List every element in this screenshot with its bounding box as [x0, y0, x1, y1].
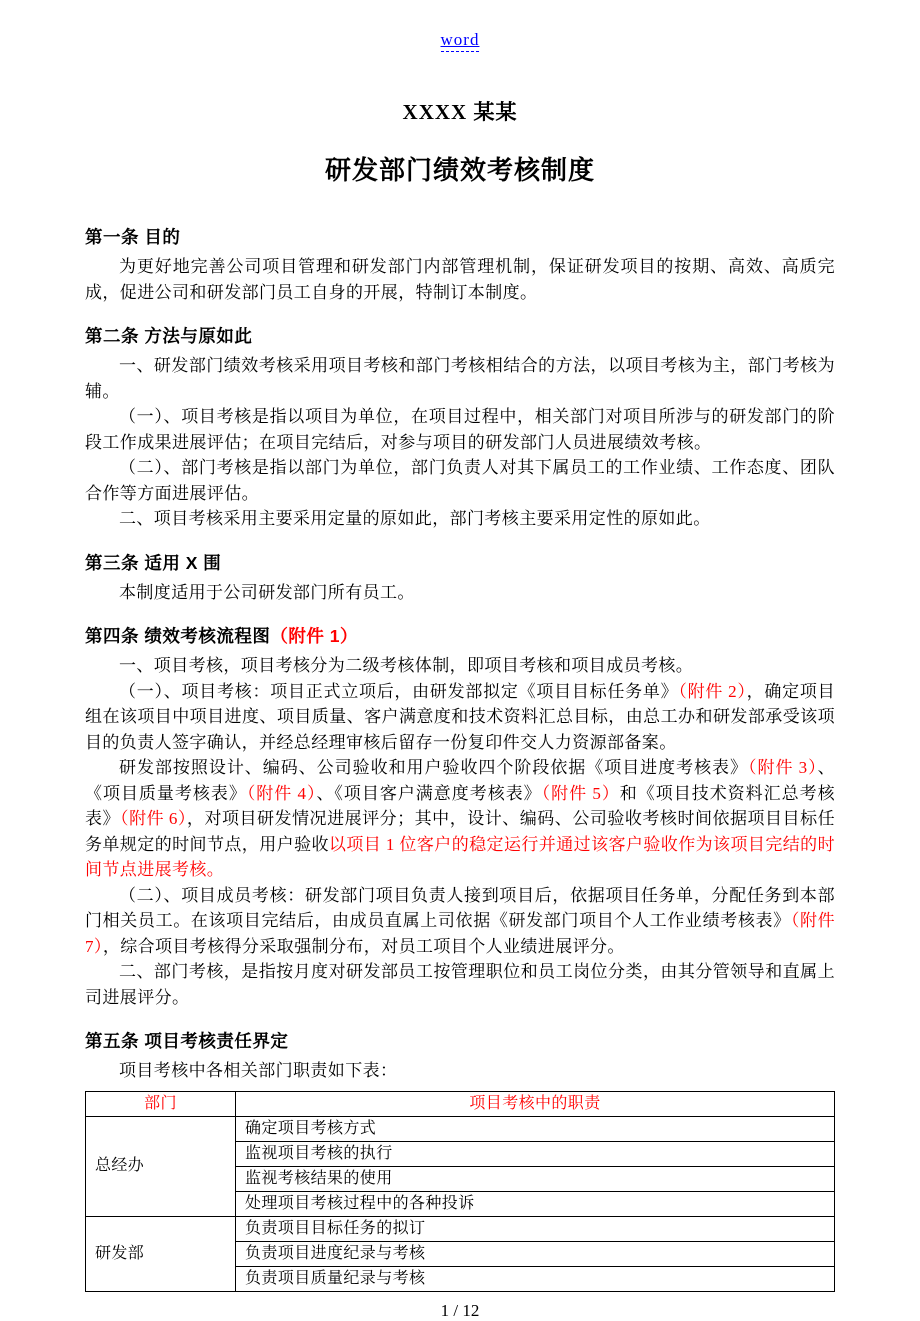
red-text-run: （附件 3） [748, 758, 818, 777]
red-text-run: （附件 6） [120, 809, 187, 828]
duty-cell: 确定项目考核方式 [236, 1116, 835, 1141]
document-body [85, 225, 835, 1292]
paragraph [85, 254, 835, 305]
text-run: （一）、项目考核是指以项目为单位，在项目过程中，相关部门对项目所涉与的研发部门的阶段工作成果进展评估；在项目完结后，对参与项目的研发部门人员进展绩效考核。 [85, 407, 835, 452]
text-run: 第五条 项目考核责任界定 [85, 1031, 289, 1051]
duty-cell: 负责项目质量纪录与考核 [236, 1266, 835, 1291]
section-heading [85, 624, 835, 648]
text-run: ，对项目研发情况进展评分；其中，设计、编码、公司验收考核时间依据项目目标任务单规定的时间节点，用户验收 [85, 809, 835, 854]
duty-cell: 监视考核结果的使用 [236, 1166, 835, 1191]
text-run: 第一条 目的 [85, 227, 181, 247]
doc-title-line2: 研发部门绩效考核制度 [324, 156, 595, 185]
duties-table-head [86, 1091, 835, 1116]
text-run: 二、项目考核采用主要采用定量的原如此，部门考核主要采用定性的原如此。 [119, 509, 711, 528]
red-text-run: （附件 7） [85, 911, 836, 956]
paragraph [85, 653, 835, 679]
dept-cell: 总经办 [86, 1116, 236, 1216]
document-section [85, 551, 835, 606]
text-run: 一、研发部门绩效考核采用项目考核和部门考核相结合的方法，以项目考核为主，部门考核为辅。 [85, 356, 835, 401]
document-section [85, 324, 835, 532]
paragraph [85, 883, 835, 960]
red-text-run: （附件 4） [246, 783, 317, 803]
text-run: 项目考核中各相关部门职责如下表： [119, 1061, 398, 1080]
paragraph [85, 353, 835, 404]
word-link[interactable]: word [441, 30, 480, 52]
paragraph [85, 959, 835, 1010]
duties-table [85, 1091, 835, 1292]
table-header-row [86, 1091, 835, 1116]
paragraph [85, 455, 835, 506]
text-run: ，确定项目组在该项目中项目进度、项目质量、客户满意度和技术资料汇总目标，由总工办和研发部承受该项目的负责人签字确认，并经总经理审核后留存一份复印件交人力资源部备案。 [85, 681, 835, 752]
red-text-run: （附件 1） [270, 626, 358, 646]
doc-title-line1: XXXX 某某 [402, 100, 518, 124]
duty-cell: 处理项目考核过程中的各种投诉 [236, 1191, 835, 1216]
duty-cell: 监视项目考核的执行 [236, 1141, 835, 1166]
text-run: 第二条 方法与原如此 [85, 326, 253, 346]
paragraph [85, 755, 835, 883]
document-header [85, 30, 835, 52]
document-section [85, 1029, 835, 1292]
text-run: 、《项目质量考核表》 [85, 758, 836, 803]
red-text-run: （附件 2） [678, 681, 747, 701]
text-run: 第三条 适用 X 围 [85, 552, 222, 573]
text-run: 和《项目技术资料汇总考核表》 [85, 783, 835, 828]
duty-cell: 负责项目目标任务的拟订 [236, 1216, 835, 1241]
paragraph [85, 506, 835, 532]
text-run: ，综合项目考核得分采取强制分布，对员工项目个人业绩进展评分。 [102, 936, 625, 956]
red-text-run: 以项目 1 位客户的稳定运行并通过该客户验收作为该项目完结的时间节点进展考核。 [85, 834, 835, 879]
text-run: 本制度适用于公司研发部门所有员工。 [119, 582, 415, 602]
duty-cell: 负责项目进度纪录与考核 [236, 1241, 835, 1266]
text-run: （二）、部门考核是指以部门为单位，部门负责人对其下属员工的工作业绩、工作态度、团队合作等方面进展评估。 [85, 458, 835, 503]
document-section [85, 624, 835, 1010]
table-row [86, 1116, 835, 1141]
text-run: （一）、项目考核：项目正式立项后，由研发部拟定《项目目标任务单》 [119, 681, 679, 701]
section-heading [85, 324, 835, 348]
text-run: 、《项目客户满意度考核表》 [316, 783, 542, 803]
paragraph [85, 679, 835, 756]
section-heading [85, 1029, 835, 1053]
section-heading [85, 551, 835, 575]
page-number: 1 / 12 [440, 1300, 480, 1320]
text-run: 为更好地完善公司项目管理和研发部门内部管理机制，保证研发项目的按期、高效、高质完成，促进公司和研发部门员工自身的开展，特制订本制度。 [85, 257, 835, 302]
dept-cell: 研发部 [86, 1216, 236, 1291]
section-heading [85, 225, 835, 249]
document-section [85, 225, 835, 305]
paragraph [85, 404, 835, 455]
text-run: 二、部门考核，是指按月度对研发部员工按管理职位和员工岗位分类，由其分管领导和直属上司进展评分。 [85, 962, 835, 1007]
text-run: 第四条 绩效考核流程图 [85, 626, 271, 646]
text-run: 研发部按照设计、编码、公司验收和用户验收四个阶段依据《项目进度考核表》 [119, 758, 749, 777]
table-header-cell: 项目考核中的职责 [236, 1091, 835, 1116]
paragraph [85, 580, 835, 606]
table-header-cell: 部门 [86, 1091, 236, 1116]
paragraph [85, 1058, 835, 1084]
text-run: （二）、项目成员考核：研发部门项目负责人接到项目后，依据项目任务单，分配任务到本部门相关员工。在该项目完结后，由成员直属上司依据《研发部门项目个人工作业绩考核表》 [85, 885, 835, 930]
text-run: 一、项目考核，项目考核分为二级考核体制，即项目考核和项目成员考核。 [119, 656, 694, 675]
duties-table-body [86, 1116, 835, 1291]
red-text-run: （附件 5） [541, 783, 620, 803]
table-row [86, 1216, 835, 1241]
